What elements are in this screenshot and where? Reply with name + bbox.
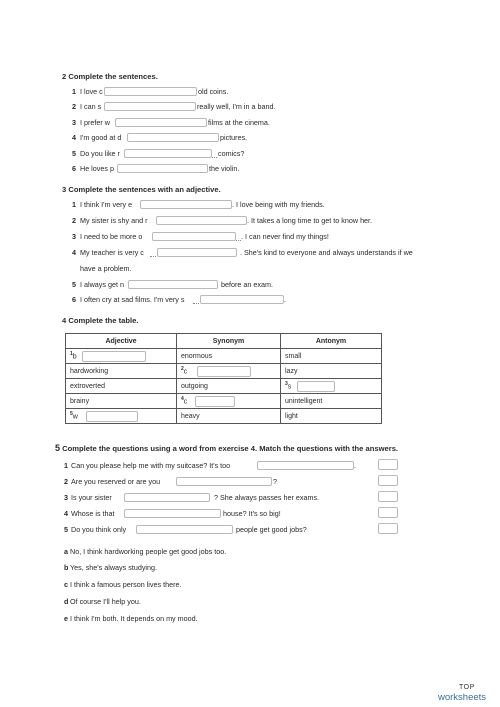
question-text-after: house? It's so big! [223,509,281,518]
ex3-number: 3 [62,185,67,194]
item-text-after: . I can never find my things! [241,232,329,241]
table-cell: lazy [281,364,382,379]
table-row [66,379,382,394]
table-cell: light [281,409,382,424]
item-text-before: I prefer w [80,118,110,127]
table-cell: enormous [177,349,281,364]
ex2-number: 2 [62,72,67,81]
item-text-after: really well, I'm in a band. [197,102,276,111]
question-text-before: Whose is that [71,509,115,518]
ex4-number: 4 [62,316,67,325]
item-text-before: My teacher is very c [80,248,144,257]
table-cell [177,364,281,379]
table-row [66,364,382,379]
question-text-before: Do you think only [71,525,127,534]
cell-text: c [183,368,188,376]
cell-number: 4 [181,396,184,403]
answer-text: I think I'm both. It depends on my mood. [70,614,198,623]
answer-field[interactable] [124,509,221,518]
answer-letter: e [64,614,68,623]
cell-number: 5 [70,411,73,418]
answer-field[interactable] [157,248,237,257]
item-text-before: I often cry at sad films. I'm very s [80,295,185,304]
cell-number: 2 [181,366,184,373]
question-text-after: . [354,461,356,470]
table-row [66,394,382,409]
match-answer-box[interactable] [378,523,398,534]
table-row [66,409,382,424]
table-cell [66,349,177,364]
ex5-number: 5 [55,443,61,453]
item-text-after: . It takes a long time to get to know her. [247,216,373,225]
answer-field[interactable] [128,280,218,289]
item-text-continued: have a problem. [80,264,132,273]
item-number: 2 [72,216,76,225]
item-number: 1 [72,200,76,209]
ex5-title: Complete the questions using a word from exercise 4. Match the questions with the answers. [62,444,399,453]
item-text-before: My sister is shy and r [80,216,148,225]
item-text-before: I'm good at d [80,133,122,142]
item-text-after: old coins. [198,87,229,96]
answer-text: Yes, she's always studying. [70,563,158,572]
question-text-before: Is your sister [71,493,112,502]
answer-text: Of course I'll help you. [70,597,141,606]
question-text-after: people get good jobs? [236,525,307,534]
answer-field[interactable] [152,232,236,241]
item-text-after: the violin. [209,164,240,173]
ex2-title: Complete the sentences. [68,72,158,81]
answer-text: I think a famous person lives there. [70,580,182,589]
item-text-before: I think I'm very e [80,200,133,209]
logo-worksheets-text: worksheets [438,692,487,703]
ex3-heading [62,185,221,194]
cell-text: w [72,413,78,421]
question-number: 5 [64,525,68,534]
table-cell: extroverted [66,379,177,394]
question-text-before: Are you reserved or are you [71,477,161,486]
cell-number: 1 [70,351,73,358]
ex4-title: Complete the table. [68,316,139,325]
answer-letter: d [64,597,69,606]
adjective-table [65,333,382,424]
table-cell: outgoing [177,379,281,394]
item-text-before: I can s [80,102,102,111]
question-text-after: ? She always passes her exams. [214,493,320,502]
item-number: 2 [72,102,76,111]
table-row [66,349,382,364]
item-text-after: . [284,295,286,304]
item-number: 6 [72,164,76,173]
table-answer-field[interactable] [297,381,335,392]
table-cell [177,394,281,409]
ex2-heading [62,72,158,81]
item-text-before: I always get n [80,280,124,289]
table-cell [66,409,177,424]
item-text-after: pictures. [220,133,248,142]
item-text-before: I need to be more o [80,232,143,241]
answer-field[interactable] [104,102,196,111]
cell-text: c [183,398,188,406]
answer-field[interactable] [200,295,284,304]
answer-field[interactable] [127,133,219,142]
item-number: 4 [72,133,76,142]
answer-field[interactable] [140,200,232,209]
match-answer-box[interactable] [378,507,398,518]
item-text-after: . She's kind to everyone and always understands if we [240,248,413,257]
table-header-row [66,334,382,349]
cell-text: s [287,383,292,391]
question-number: 3 [64,493,68,502]
table-cell: hardworking [66,364,177,379]
ex4-heading [62,316,138,325]
answer-field[interactable] [257,461,354,470]
table-cell: unintelligent [281,394,382,409]
item-text-before: I love c [80,87,103,96]
item-number: 5 [72,149,76,158]
match-answer-box[interactable] [378,491,398,502]
match-answer-box[interactable] [378,459,398,470]
table-answer-field[interactable] [82,351,146,362]
ex3-title: Complete the sentences with an adjective. [68,185,221,194]
answer-field[interactable] [176,477,272,486]
blank-underline [212,157,217,158]
item-number: 1 [72,87,76,96]
answer-letter: c [64,580,68,589]
answer-field[interactable] [124,493,210,502]
table-cell: brainy [66,394,177,409]
answer-field[interactable] [104,87,197,96]
table-cell: heavy [177,409,281,424]
item-number: 6 [72,295,76,304]
table-answer-field[interactable] [197,366,251,377]
question-number: 2 [64,477,68,486]
question-number: 4 [64,509,68,518]
answer-field[interactable] [117,164,208,173]
ex5-heading [55,444,398,453]
item-number: 4 [72,248,76,257]
blank-underline [150,256,156,257]
column-header-adjective: Adjective [66,334,177,349]
cell-number: 3 [285,381,288,388]
cell-text: b [72,353,77,361]
question-number: 1 [64,461,68,470]
item-number: 5 [72,280,76,289]
question-text-before: Can you please help me with my suitcase? It's too [71,461,231,470]
item-text-before: Do you like r [80,149,120,158]
table-answer-field[interactable] [86,411,138,422]
item-text-before: He loves p [80,164,114,173]
answer-text: No, I think hardworking people get good jobs too. [70,547,227,556]
answer-field[interactable] [124,149,212,158]
item-number: 3 [72,118,76,127]
column-header-synonym: Synonym [177,334,281,349]
answer-field[interactable] [156,216,247,225]
item-text-after: . I love being with my friends. [232,200,325,209]
item-text-after: films at the cinema. [208,118,270,127]
item-number: 3 [72,232,76,241]
column-header-antonym: Antonym [281,334,382,349]
answer-letter: a [64,547,68,556]
item-text-after: comics? [218,149,245,158]
logo-top-text: TOP [459,684,475,691]
blank-underline [193,303,199,304]
answer-letter: b [64,563,69,572]
table-answer-field[interactable] [195,396,235,407]
answer-field[interactable] [136,525,233,534]
question-text-after: ? [273,477,277,486]
table-cell [281,379,382,394]
match-answer-box[interactable] [378,475,398,486]
table-cell: small [281,349,382,364]
item-text-after: before an exam. [221,280,273,289]
answer-field[interactable] [115,118,207,127]
